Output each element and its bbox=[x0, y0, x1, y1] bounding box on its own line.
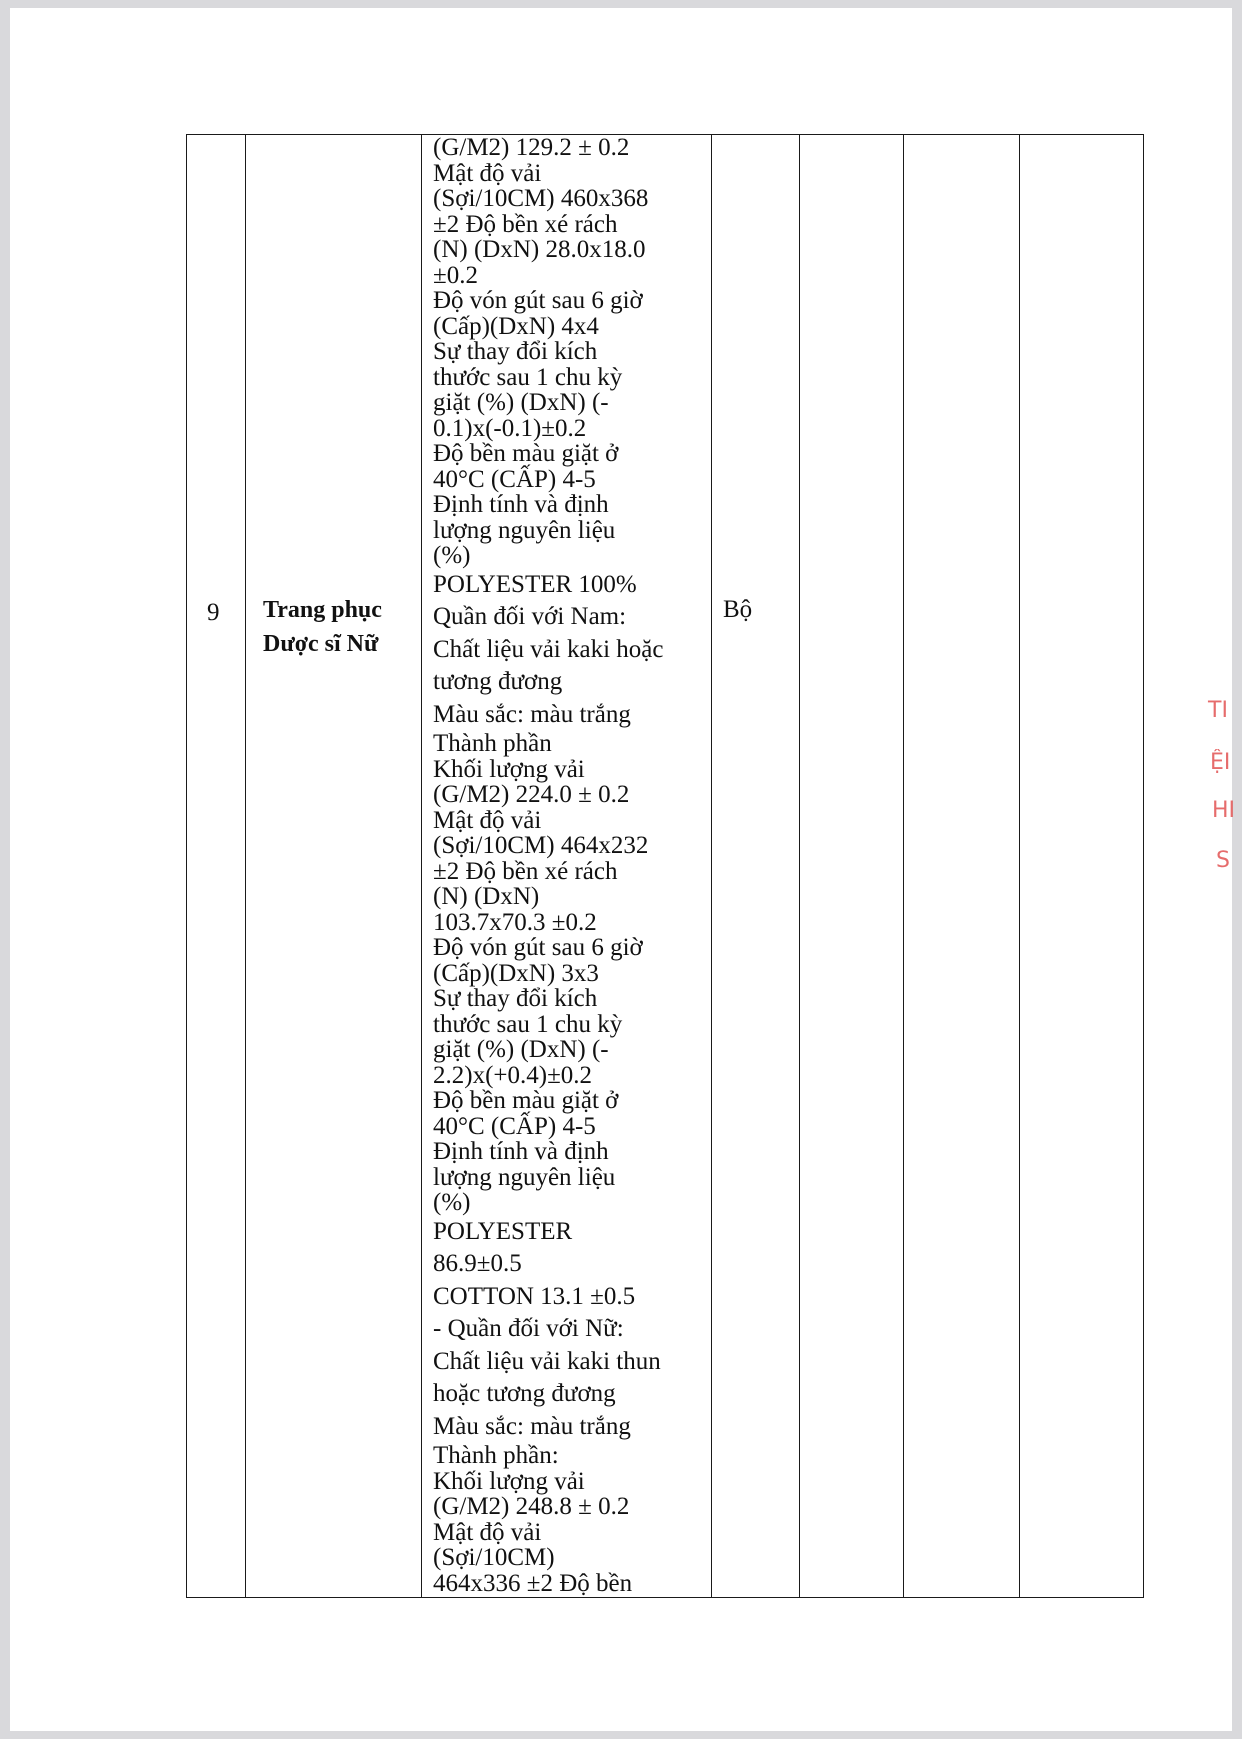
spec-line: Sự thay đổi kích bbox=[433, 338, 598, 365]
column-divider bbox=[711, 135, 712, 1597]
stamp-text: HI bbox=[1212, 798, 1236, 823]
spec-line: (G/M2) 248.8 ± 0.2 bbox=[433, 1493, 630, 1520]
spec-line: Độ bền màu giặt ở bbox=[433, 440, 619, 467]
spec-line: POLYESTER 100% bbox=[433, 570, 637, 598]
spec-line: Khối lượng vải bbox=[433, 755, 585, 783]
spec-line: Chất liệu vải kaki thun bbox=[433, 1347, 661, 1375]
spec-line: Mật độ vải bbox=[433, 1518, 542, 1546]
spec-line: thước sau 1 chu kỳ bbox=[433, 363, 623, 391]
spec-line: giặt (%) (DxN) (- bbox=[433, 1036, 609, 1063]
spec-line: (G/M2) 224.0 ± 0.2 bbox=[433, 781, 630, 808]
spec-line: (G/M2) 129.2 ± 0.2 bbox=[433, 134, 630, 161]
spec-line: (Sợi/10CM) 460x368 bbox=[433, 185, 649, 212]
spec-line: Mật độ vải bbox=[433, 806, 542, 834]
item-name-line: Trang phục bbox=[263, 597, 382, 623]
spec-table bbox=[186, 134, 1144, 1598]
spec-line: Thành phần: bbox=[433, 1442, 559, 1469]
spec-line: (Sợi/10CM) 464x232 bbox=[433, 832, 649, 859]
unit-cell: Bộ bbox=[723, 596, 753, 623]
row-number: 9 bbox=[207, 599, 220, 626]
spec-line: lượng nguyên liệu bbox=[433, 516, 616, 544]
column-divider bbox=[421, 135, 422, 1597]
spec-line: Định tính và định bbox=[433, 491, 609, 518]
spec-line: Mật độ vải bbox=[433, 159, 542, 187]
spec-line: Quần đối với Nam: bbox=[433, 603, 627, 630]
spec-line: COTTON 13.1 ±0.5 bbox=[433, 1282, 636, 1310]
spec-line: tương đương bbox=[433, 668, 563, 695]
spec-line: 0.1)x(-0.1)±0.2 bbox=[433, 414, 587, 442]
spec-line: Định tính và định bbox=[433, 1138, 609, 1165]
spec-line: (Sợi/10CM) bbox=[433, 1544, 555, 1571]
column-divider bbox=[903, 135, 904, 1597]
spec-line: Độ vón gút sau 6 giờ bbox=[433, 934, 643, 961]
spec-line: (%) bbox=[433, 542, 471, 569]
spec-line: giặt (%) (DxN) (- bbox=[433, 389, 609, 416]
column-divider bbox=[245, 135, 246, 1597]
spec-line: Độ bền màu giặt ở bbox=[433, 1087, 619, 1114]
spec-line: ±2 Độ bền xé rách bbox=[433, 210, 618, 238]
specification-cell bbox=[433, 135, 703, 1596]
spec-line: 86.9±0.5 bbox=[433, 1250, 522, 1277]
column-divider bbox=[799, 135, 800, 1597]
red-stamp-fragment bbox=[1206, 698, 1242, 888]
stamp-text: TI bbox=[1208, 698, 1228, 723]
spec-line: Khối lượng vải bbox=[433, 1467, 585, 1495]
column-divider bbox=[1019, 135, 1020, 1597]
spec-line: Thành phần bbox=[433, 730, 552, 757]
spec-line: 40°C (CẤP) 4-5 bbox=[433, 1112, 596, 1140]
spec-line: (%) bbox=[433, 1189, 471, 1216]
spec-line: - Quần đối với Nữ: bbox=[433, 1315, 624, 1342]
spec-line: Màu sắc: màu trắng bbox=[433, 1412, 631, 1440]
spec-line: Sự thay đổi kích bbox=[433, 985, 598, 1012]
spec-line: (Cấp)(DxN) 3x3 bbox=[433, 959, 599, 987]
document-page bbox=[10, 8, 1236, 1731]
spec-line: thước sau 1 chu kỳ bbox=[433, 1010, 623, 1038]
spec-line: (N) (DxN) 28.0x18.0 bbox=[433, 236, 646, 263]
spec-line: Màu sắc: màu trắng bbox=[433, 700, 631, 728]
spec-line: 40°C (CẤP) 4-5 bbox=[433, 465, 596, 493]
spec-line: 103.7x70.3 ±0.2 bbox=[433, 908, 597, 936]
item-name bbox=[263, 593, 423, 661]
item-name-line: Dược sĩ Nữ bbox=[263, 631, 379, 657]
spec-line: (N) (DxN) bbox=[433, 883, 540, 910]
spec-line: ±2 Độ bền xé rách bbox=[433, 857, 618, 885]
stamp-text: S bbox=[1216, 848, 1230, 873]
spec-line: 2.2)x(+0.4)±0.2 bbox=[433, 1061, 593, 1089]
spec-line: 464x336 ±2 Độ bền bbox=[433, 1569, 633, 1597]
spec-line: lượng nguyên liệu bbox=[433, 1163, 616, 1191]
spec-line: (Cấp)(DxN) 4x4 bbox=[433, 312, 599, 340]
spec-line: Độ vón gút sau 6 giờ bbox=[433, 287, 643, 314]
spec-line: POLYESTER bbox=[433, 1217, 573, 1245]
stamp-text: ỆI bbox=[1210, 750, 1231, 775]
spec-line: ±0.2 bbox=[433, 261, 478, 289]
spec-line: hoặc tương đương bbox=[433, 1380, 616, 1407]
spec-line: Chất liệu vải kaki hoặc bbox=[433, 635, 664, 663]
